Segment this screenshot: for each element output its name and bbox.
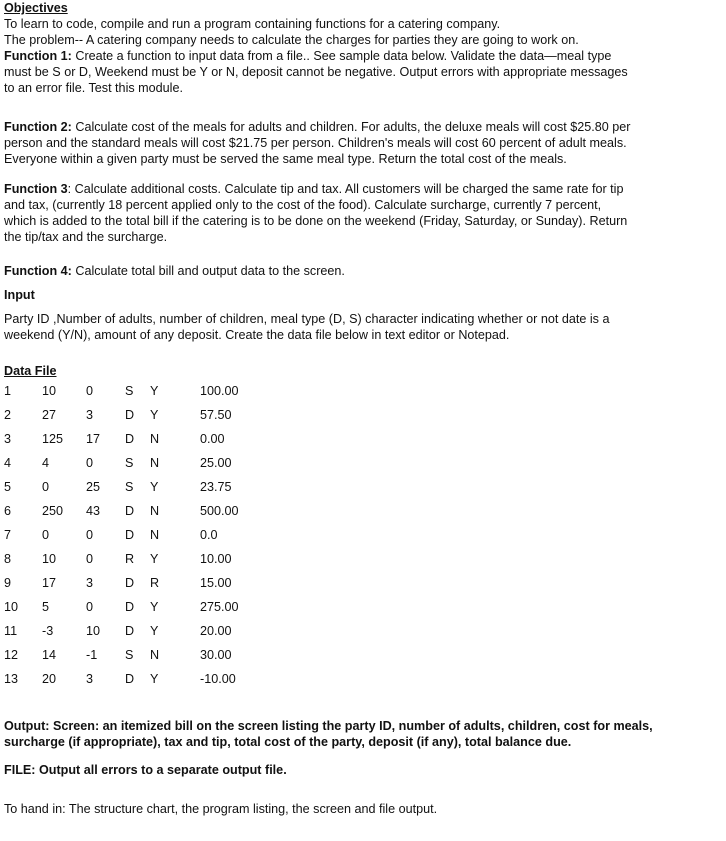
cell-meal-type: D	[125, 504, 135, 518]
input-line-1: Party ID ,Number of adults, number of children, meal type (D, S) character indicating whether or not date is a	[4, 312, 610, 326]
cell-party-id: 11	[4, 624, 18, 638]
cell-children: 3	[86, 672, 94, 686]
cell-adults: 5	[42, 600, 50, 614]
cell-deposit: 10.00	[200, 552, 232, 566]
objectives-line-1: To learn to code, compile and run a program containing functions for a catering company.	[4, 17, 501, 31]
cell-meal-type: D	[125, 624, 135, 638]
cell-party-id: 10	[4, 600, 19, 614]
function4-text: Calculate total bill and output data to the screen.	[71, 264, 345, 278]
function1-label: Function 1:	[4, 49, 72, 63]
cell-adults: 10	[42, 384, 57, 398]
hand-in-section	[4, 801, 704, 817]
cell-children: 0	[86, 456, 94, 470]
cell-adults: -3	[42, 624, 54, 638]
cell-party-id: 13	[4, 672, 19, 686]
cell-meal-type: D	[125, 408, 135, 422]
function2-line-1	[4, 119, 704, 135]
output-file-line: FILE: Output all errors to a separate output file.	[4, 763, 287, 777]
cell-children: 3	[86, 408, 94, 422]
output-line-2: surcharge (if appropriate), tax and tip, total cost of the party, deposit (if any), total balance due.	[4, 735, 572, 749]
cell-deposit: 275.00	[200, 600, 239, 614]
cell-meal-type: D	[125, 600, 135, 614]
output-line-1: Output: Screen: an itemized bill on the screen listing the party ID, number of adults, children, cost for meals,	[4, 719, 653, 733]
cell-weekend: Y	[150, 624, 159, 638]
cell-children: 43	[86, 504, 101, 518]
objectives-title: Objectives	[4, 1, 68, 15]
cell-children: 0	[86, 528, 94, 542]
function2-text: Calculate cost of the meals for adults and children. For adults, the deluxe meals will cost $25.80 per	[71, 120, 631, 134]
cell-deposit: 25.00	[200, 456, 232, 470]
objectives-line-2: The problem-- A catering company needs to calculate the charges for parties they are going to work on.	[4, 33, 579, 47]
cell-children: 0	[86, 552, 94, 566]
function4-line-1	[4, 263, 704, 279]
function1-text: Create a function to input data from a file.. See sample data below. Validate the data—meal type	[71, 49, 612, 63]
cell-adults: 17	[42, 576, 57, 590]
data-file-title: Data File	[4, 364, 57, 378]
cell-weekend: R	[150, 576, 160, 590]
cell-party-id: 4	[4, 456, 12, 470]
input-title: Input	[4, 288, 35, 302]
output-section	[4, 718, 704, 750]
objectives-section	[4, 0, 704, 96]
function3-label: Function 3	[4, 182, 68, 196]
cell-adults: 0	[42, 528, 50, 542]
cell-meal-type: S	[125, 384, 134, 398]
function4-label: Function 4:	[4, 264, 72, 278]
cell-weekend: N	[150, 456, 160, 470]
function1-line-1	[4, 48, 704, 64]
cell-party-id: 8	[4, 552, 12, 566]
function1-line-3: to an error file. Test this module.	[4, 81, 183, 95]
cell-adults: 10	[42, 552, 57, 566]
input-body	[4, 311, 704, 343]
cell-adults: 27	[42, 408, 57, 422]
cell-deposit: 57.50	[200, 408, 232, 422]
function3-line-3: which is added to the total bill if the catering is to be done on the weekend (Friday, Saturday, or Sunday). Return	[4, 214, 628, 228]
cell-deposit: 30.00	[200, 648, 232, 662]
cell-weekend: N	[150, 528, 160, 542]
cell-meal-type: D	[125, 432, 135, 446]
cell-weekend: Y	[150, 408, 159, 422]
cell-meal-type: D	[125, 672, 135, 686]
cell-adults: 20	[42, 672, 57, 686]
cell-children: 0	[86, 600, 94, 614]
cell-weekend: Y	[150, 552, 159, 566]
hand-in-line: To hand in: The structure chart, the program listing, the screen and file output.	[4, 802, 438, 816]
input-line-2: weekend (Y/N), amount of any deposit. Create the data file below in text editor or Notepad.	[4, 328, 510, 342]
function3-line-1	[4, 181, 704, 197]
function4-section	[4, 263, 704, 279]
cell-deposit: 100.00	[200, 384, 239, 398]
cell-party-id: 1	[4, 384, 12, 398]
function3-section	[4, 181, 704, 245]
cell-adults: 4	[42, 456, 50, 470]
cell-deposit: 0.00	[200, 432, 225, 446]
cell-deposit: 15.00	[200, 576, 232, 590]
cell-weekend: N	[150, 504, 160, 518]
cell-deposit: 0.0	[200, 528, 218, 542]
cell-party-id: 7	[4, 528, 12, 542]
cell-deposit: 20.00	[200, 624, 232, 638]
cell-party-id: 6	[4, 504, 12, 518]
cell-meal-type: R	[125, 552, 135, 566]
cell-deposit: -10.00	[200, 672, 236, 686]
cell-weekend: N	[150, 432, 160, 446]
cell-weekend: Y	[150, 480, 159, 494]
cell-children: 10	[86, 624, 101, 638]
cell-weekend: Y	[150, 384, 159, 398]
cell-party-id: 5	[4, 480, 12, 494]
cell-party-id: 12	[4, 648, 19, 662]
cell-party-id: 2	[4, 408, 12, 422]
cell-deposit: 500.00	[200, 504, 239, 518]
function2-section	[4, 119, 704, 167]
function1-line-2: must be S or D, Weekend must be Y or N, deposit cannot be negative. Output errors with appropriate messages	[4, 65, 628, 79]
cell-meal-type: S	[125, 648, 134, 662]
cell-meal-type: D	[125, 576, 135, 590]
cell-adults: 14	[42, 648, 57, 662]
function2-label: Function 2:	[4, 120, 72, 134]
cell-children: 25	[86, 480, 101, 494]
cell-deposit: 23.75	[200, 480, 232, 494]
cell-adults: 250	[42, 504, 64, 518]
cell-meal-type: D	[125, 528, 135, 542]
function2-line-2: person and the standard meals will cost $21.75 per person. Children's meals will cost 60 percent of adult meals.	[4, 136, 627, 150]
cell-weekend: Y	[150, 600, 159, 614]
cell-adults: 125	[42, 432, 64, 446]
cell-weekend: Y	[150, 672, 159, 686]
cell-children: 0	[86, 384, 94, 398]
output-file-section	[4, 762, 704, 778]
cell-party-id: 3	[4, 432, 12, 446]
function3-line-4: the tip/tax and the surcharge.	[4, 230, 168, 244]
cell-meal-type: S	[125, 480, 134, 494]
cell-meal-type: S	[125, 456, 134, 470]
cell-party-id: 9	[4, 576, 12, 590]
function3-line-2: and tax, (currently 18 percent applied only to the cost of the food). Calculate surcharge, currently 7 percent,	[4, 198, 602, 212]
function2-line-3: Everyone within a given party must be served the same meal type. Return the total cost of the meals.	[4, 152, 567, 166]
cell-children: 3	[86, 576, 94, 590]
cell-children: -1	[86, 648, 98, 662]
cell-adults: 0	[42, 480, 50, 494]
function3-text: : Calculate additional costs. Calculate tip and tax. All customers will be charged the same rate for tip	[67, 182, 624, 196]
cell-children: 17	[86, 432, 101, 446]
cell-weekend: N	[150, 648, 160, 662]
input-section	[4, 287, 704, 303]
